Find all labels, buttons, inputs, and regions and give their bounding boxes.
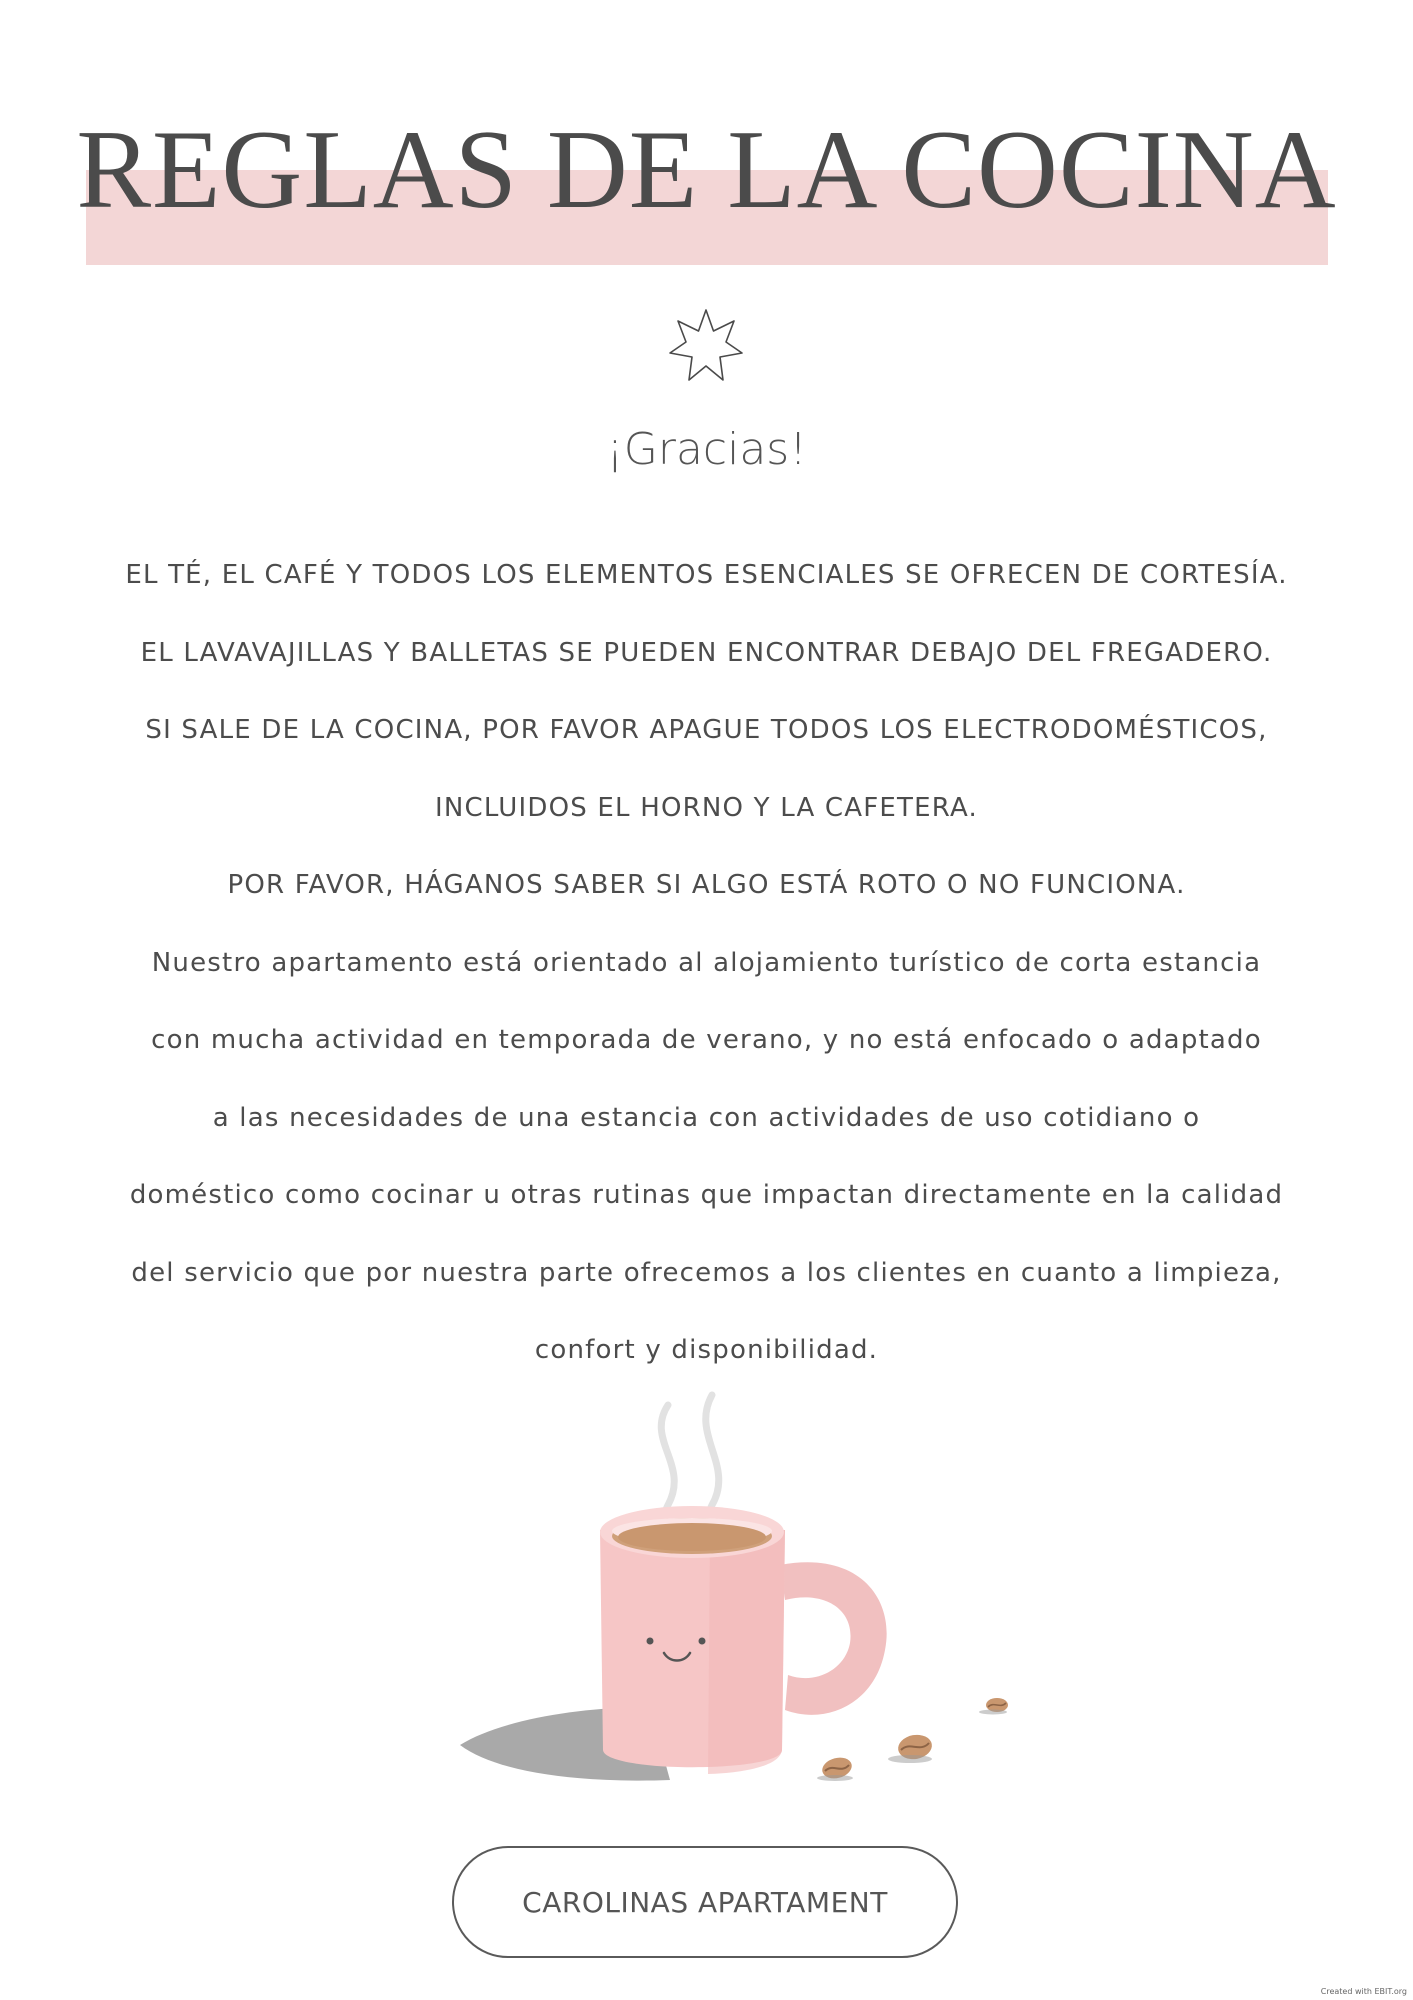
rule-line: POR FAVOR, HÁGANOS SABER SI ALGO ESTÁ ROTO O NO FUNCIONA. xyxy=(227,870,1186,900)
rule-line: EL LAVAVAJILLAS Y BALLETAS SE PUEDEN ENCONTRAR DEBAJO DEL FREGADERO. xyxy=(140,637,1273,668)
rule-line: INCLUIDOS EL HORNO Y LA CAFETERA. xyxy=(435,792,978,823)
notice-line: a las necesidades de una estancia con actividades de uso cotidiano o xyxy=(212,1102,1201,1133)
coffee-mug-icon xyxy=(440,1385,1040,1805)
rules-list xyxy=(60,537,1353,1390)
apartment-name-button: CAROLINAS APARTAMENT xyxy=(452,1846,958,1958)
rule-line: EL TÉ, EL CAFÉ Y TODOS LOS ELEMENTOS ESENCIALES SE OFRECEN DE CORTESÍA. xyxy=(125,560,1288,590)
credit-text: Created with EBIT.org xyxy=(1320,1987,1407,1996)
notice-line: con mucha actividad en temporada de verano, y no está enfocado o adaptado xyxy=(151,1025,1262,1055)
notice-line: confort y disponibilidad. xyxy=(534,1335,879,1365)
notice-line: Nuestro apartamento está orientado al alojamiento turístico de corta estancia xyxy=(151,947,1262,978)
thanks-heading: ¡Gracias! xyxy=(606,424,807,475)
notice-line: doméstico como cocinar u otras rutinas que impactan directamente en la calidad xyxy=(129,1180,1284,1210)
notice-line: del servicio que por nuestra parte ofrecemos a los clientes en cuanto a limpieza, xyxy=(131,1257,1282,1288)
star-icon xyxy=(668,308,744,384)
rule-line: SI SALE DE LA COCINA, POR FAVOR APAGUE TODOS LOS ELECTRODOMÉSTICOS, xyxy=(145,715,1268,745)
page-title: REGLAS DE LA COCINA xyxy=(76,108,1337,232)
